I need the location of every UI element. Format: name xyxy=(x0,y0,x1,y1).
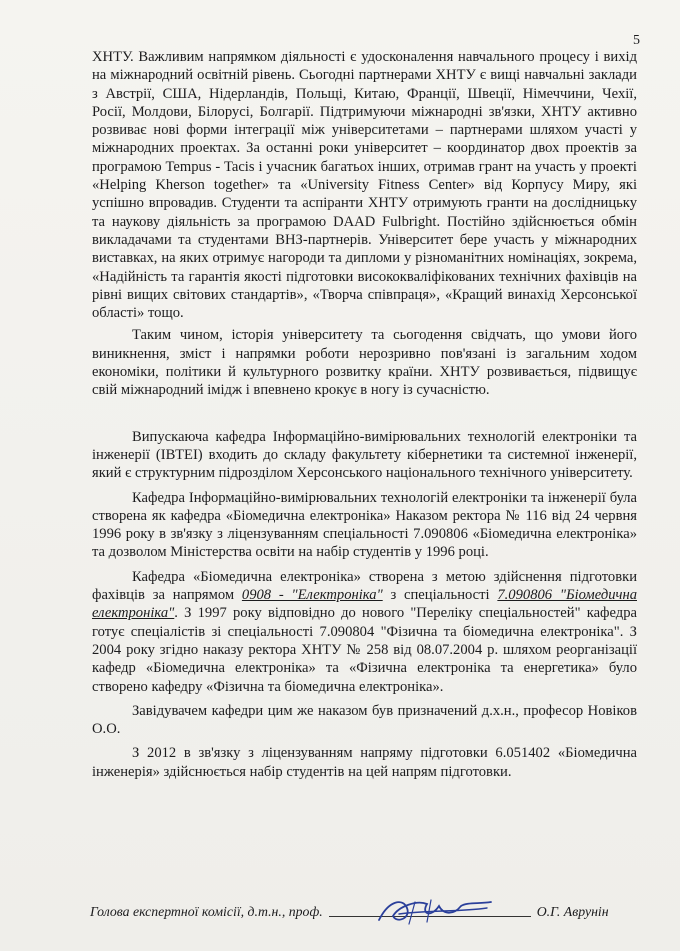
paragraph-international: ХНТУ. Важливим напрямком діяльності є удосконалення навчального процесу і вихід на міжнародний освітній рівень. Сьогодні партнерами ХНТУ є вищі навчальні заклади з Австрії, США, Нідерландів, Польщі, Китаю, Франції, Швеції, Німеччини, Чехії, Росії, Молдови, Білорусі, Болгарії. Підтримуючи міжнародні зв'язки, ХНТУ активно розвиває нові форми інтеграції між університетами – партнерами шляхом участі у міжнародних проектах. За останні роки університет – координатор двох проектів за програмою Tempus - Tacis і учасник багатьох інших, отримав грант на участь у проекті «Helping Kherson together» та «University Fitness Center» від Корпусу Миру, які успішно впровадив. Студенти та аспіранти ХНТУ отримують гранти на дослідницьку та наукову діяльність за програмою DAAD Fulbright. Постійно здійснюється обмін викладачами та студентами ВНЗ-партнерів. Університет бере участь у міжнародних виставках, на яких отримує нагороди та дипломи у різноманітних номінаціях, зокрема, «Надійність та гарантія якості підготовки висококваліфікованих технічних фахівців на рівні вищих світових стандартів», «Творча співпраця», «Кращий винахід Херсонської області» тощо. xyxy=(92,49,637,322)
signature-title: Голова експертної комісії, д.т.н., проф. xyxy=(90,904,323,919)
paragraph-head-of-department: Завідувачем кафедри цим же наказом був призначений д.х.н., професор Новіков О.О. xyxy=(92,702,637,738)
specialties-text-before: Кафедра «Біомедична електроніка» створена з метою здійснення підготовки фахівців за напрямом xyxy=(92,568,637,604)
handwritten-signature-icon xyxy=(369,894,499,930)
paragraph-department-history: Кафедра Інформаційно-вимірювальних технологій електроніки та інженерії була створена як кафедра «Біомедична електроніка» Наказом ректора № 116 від 24 червня 1996 року в зв'язку з ліцензуванням спеціальності 7.090806 «Біомедична електроніка» та дозволом Міністерства освіти на набір студентів у 1996 році. xyxy=(92,489,637,561)
paragraph-conclusion: Таким чином, історія університету та сьогодення свідчать, що умови його виникнення, зміст і напрямки роботи нерозривно пов'язані із загальним ходом економіки, політики й культурного розвитку країни. ХНТУ розвивається, підвищує свій міжнародний імідж і впевнено крокує в ногу із сучасністю. xyxy=(92,327,637,399)
paragraph-biomedical-engineering: З 2012 в зв'язку з ліцензуванням напряму підготовки 6.051402 «Біомедична інженерія» здійснюється набір студентів на цей напрям підготовки. xyxy=(92,745,637,780)
signature-rule xyxy=(329,916,531,917)
signature-name: О.Г. Аврунін xyxy=(536,904,609,919)
specialties-text-middle: з спеціальності xyxy=(382,587,498,604)
page-number: 5 xyxy=(633,33,640,48)
signature-line xyxy=(90,904,650,920)
direction-code: 0908 - "Електроніка" xyxy=(241,587,383,604)
paragraph-specialties xyxy=(92,568,637,696)
body-text xyxy=(92,48,637,781)
specialty-code: 7.090806 "Біомедична електроніка" xyxy=(92,587,637,622)
paragraph-department-intro: Випускаюча кафедра Інформаційно-вимірювальних технологій електроніки та інженерії (ІВТЕІ) входить до складу факультету кібернетики та системної інженерії, який є структурним підрозділом Херсонського національного технічного університету. xyxy=(92,428,637,482)
specialties-text-after: . З 1997 року відповідно до нового "Переліку спеціальностей" кафедра готує спеціалістів зі спеціальності 7.090804 "Фізична та біомедична електроніка". З 2004 року згідно наказу ректора ХНТУ № 258 від 08.07.2004 р. шляхом реорганізації кафедр «Біомедична електроніка» та «Фізична електроніка та енергетика» було створено кафедру «Фізична та біомедична електроніка». xyxy=(92,605,637,695)
